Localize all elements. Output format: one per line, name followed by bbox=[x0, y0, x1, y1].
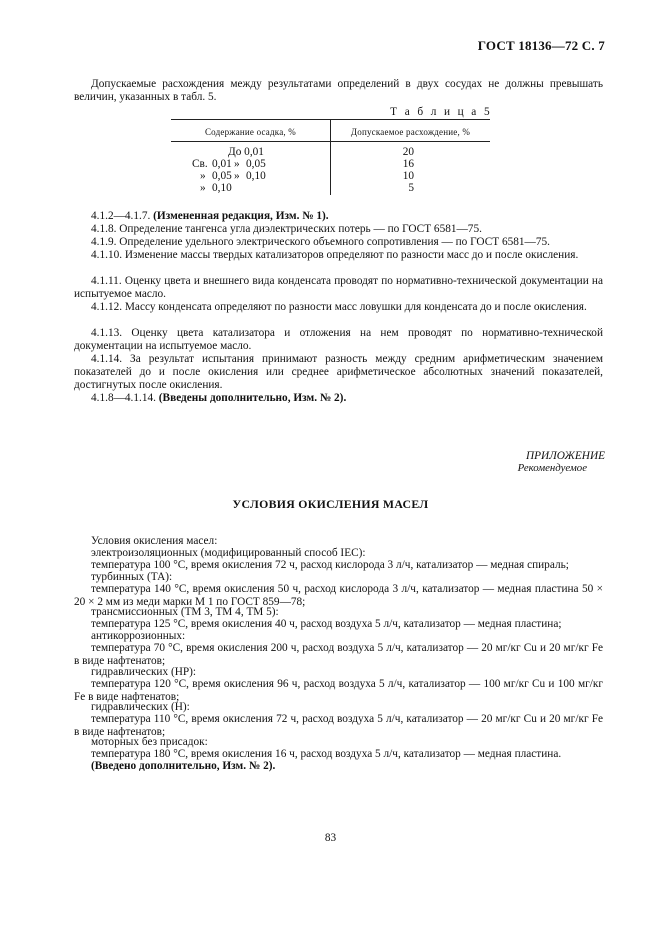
table-cell-to: 0,10 bbox=[246, 170, 266, 182]
table-cell-prefix: » bbox=[200, 170, 206, 182]
appendix-line: температура 140 °С, время окисления 50 ч, расход кислорода 3 л/ч, катализатор — медная пластина 50 × 20 × 2 мм из меди марки М 1 по ГОСТ 859—78; bbox=[74, 583, 603, 608]
appendix-line: трансмиссионных (ТМ 3, ТМ 4, ТМ 5): bbox=[91, 606, 279, 618]
appendix-line: температура 110 °С, время окисления 72 ч, расход воздуха 5 л/ч, катализатор — 20 мг/кг Cu и 20 мг/кг Fe в виде нафтенатов; bbox=[74, 713, 603, 738]
clause-4-1-2 bbox=[74, 210, 603, 223]
table-cell-from: 0,10 bbox=[212, 182, 232, 194]
table-caption: Т а б л и ц а 5 bbox=[390, 106, 492, 118]
appendix-amendment-note: (Введено дополнительно, Изм. № 2). bbox=[91, 760, 276, 772]
table-cell-to: 0,05 bbox=[246, 158, 266, 170]
table-cell-prefix: » bbox=[200, 182, 206, 194]
table-cell-value: 5 bbox=[408, 182, 414, 194]
amendment-note: (Введены дополнительно, Изм. № 2). bbox=[158, 392, 347, 404]
appendix-line: электроизоляционных (модифицированный способ IEC): bbox=[91, 547, 366, 559]
table-cell-value: 20 bbox=[402, 146, 414, 158]
clause-4-1-8-amend bbox=[74, 392, 603, 405]
table-cell-from: 0,01 bbox=[212, 158, 232, 170]
appendix-line: температура 120 °С, время окисления 96 ч, расход воздуха 5 л/ч, катализатор — 100 мг/кг Cu и 100 мг/кг Fe в виде нафтенатов; bbox=[74, 678, 603, 703]
page-number: 83 bbox=[324, 832, 337, 844]
appendix-intro: Условия окисления масел: bbox=[91, 535, 218, 547]
appendix-line: температура 100 °С, время окисления 72 ч, расход кислорода 3 л/ч, катализатор — медная спираль; bbox=[91, 559, 569, 571]
appendix-line: гидравлических (Н): bbox=[91, 701, 190, 713]
appendix-line: антикоррозионных: bbox=[91, 630, 186, 642]
clause-4-1-13: 4.1.13. Оценку цвета катализатора и отложения на нем проводят по нормативно-технической документации на испытуемое масло. bbox=[74, 327, 603, 352]
clause-number: 4.1.8—4.1.14. bbox=[91, 392, 156, 404]
clause-4-1-8: 4.1.8. Определение тангенса угла диэлектрических потерь — по ГОСТ 6581—75. bbox=[91, 223, 482, 235]
table-col2-header: Допускаемое расхождение, % bbox=[350, 127, 471, 137]
appendix-line: температура 125 °С, время окисления 40 ч, расход воздуха 5 л/ч, катализатор — медная пластина; bbox=[91, 618, 562, 630]
appendix-title: УСЛОВИЯ ОКИСЛЕНИЯ МАСЕЛ bbox=[232, 497, 429, 511]
clause-4-1-9: 4.1.9. Определение удельного электрического объемного сопротивления — по ГОСТ 6581—75. bbox=[91, 236, 550, 248]
table-cell-value: 10 bbox=[402, 170, 414, 182]
amendment-note: (Измененная редакция, Изм. № 1). bbox=[153, 210, 329, 222]
table-cell-sep: » bbox=[234, 170, 240, 182]
table-col1-header: Содержание осадка, % bbox=[204, 127, 297, 137]
appendix-line: температура 70 °С, время окисления 200 ч, расход воздуха 5 л/ч, катализатор — 20 мг/кг Cu и 20 мг/кг Fe в виде нафтенатов; bbox=[74, 642, 603, 667]
appendix-line: турбинных (ТА): bbox=[91, 571, 173, 583]
clause-4-1-12: 4.1.12. Массу конденсата определяют по разности масс ловушки для конденсата до и после окисления. bbox=[91, 301, 587, 313]
clause-4-1-11: 4.1.11. Оценку цвета и внешнего вида конденсата проводят по нормативно-технической документации на испытуемое масло. bbox=[74, 275, 603, 300]
table-cell-sep: » bbox=[234, 158, 240, 170]
clause-4-1-14: 4.1.14. За результат испытания принимают разность между средним арифметическим значением показателей до и после окисления или среднее арифметическое абсолютных значений показателей, достигнутых после окисления. bbox=[74, 353, 603, 391]
clause-number: 4.1.2—4.1.7. bbox=[91, 210, 151, 222]
appendix-line: моторных без присадок: bbox=[91, 736, 208, 748]
appendix-line: гидравлических (НР): bbox=[91, 666, 197, 678]
intro-paragraph: Допускаемые расхождения между результатами определений в двух сосудах не должны превышать величин, указанных в табл. 5. bbox=[74, 78, 603, 103]
appendix-line: температура 180 °С, время окисления 16 ч, расход воздуха 5 л/ч, катализатор — медная пластина. bbox=[91, 748, 562, 760]
table-cell-value: 16 bbox=[402, 158, 414, 170]
table-row bbox=[192, 182, 280, 195]
page-header: ГОСТ 18136—72 С. 7 bbox=[477, 38, 605, 53]
appendix-sublabel: Рекомендуемое bbox=[517, 462, 587, 474]
appendix-label: ПРИЛОЖЕНИЕ bbox=[525, 450, 605, 462]
clause-4-1-10: 4.1.10. Изменение массы твердых катализаторов определяют по разности масс до и после окисления. bbox=[91, 249, 579, 261]
table-cell-from: 0,05 bbox=[212, 170, 232, 182]
table-cell-prefix: Св. bbox=[192, 158, 208, 170]
table-cell-range: До 0,01 bbox=[228, 146, 264, 158]
